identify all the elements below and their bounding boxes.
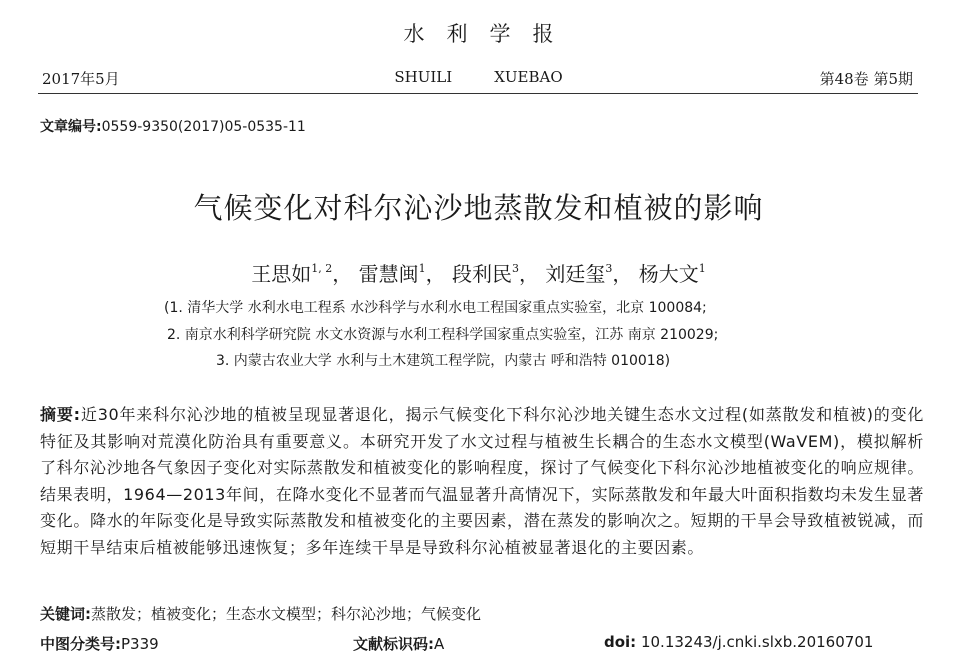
- author-name: 王思如: [251, 262, 312, 286]
- author-separator: ，: [425, 262, 446, 286]
- journal-pinyin: [0, 68, 957, 86]
- article-number-value: 0559-9350(2017)05-0535-11: [101, 119, 306, 135]
- author-affiliation-mark: 1, 2: [311, 262, 333, 275]
- author-name: 段利民: [452, 262, 512, 286]
- doi: [604, 633, 873, 651]
- journal-title: 水利学报: [403, 22, 576, 46]
- author-affiliation-mark: 1: [698, 262, 706, 275]
- affiliation-3: 3. 内蒙古农业大学 水利与土木建筑工程学院，内蒙古 呼和浩特 010018): [216, 353, 671, 369]
- doi-label: doi:: [604, 633, 637, 651]
- clc-label: 中图分类号:: [40, 635, 121, 653]
- affiliation-2: 2. 南京水利科学研究院 水文水资源与水利工程科学国家重点实验室，江苏 南京 210029;: [167, 327, 719, 343]
- keywords-label: 关键词:: [40, 605, 91, 623]
- author-name: 杨大文: [638, 262, 699, 286]
- abstract-text: 近30年来科尔沁沙地的植被呈现显著退化，揭示气候变化下科尔沁沙地关键生态水文过程(如蒸散发和植被)的变化特征及其影响对荒漠化防治具有重要意义。本研究开发了水文过程与植被生长耦合的生态水文模型(WaVEM)，模拟解析了科尔沁沙地各气象因子变化对实际蒸散发和植被变化的影响程度，探讨了气候变化下科尔沁沙地植被变化的响应规律。结果表明，1964—2013年间，在降水变化不显著而气温显著升高情况下，实际蒸散发和年最大叶面积指数均未发生显著变化。降水的年际变化是导致实际蒸散发和植被变化的主要因素，潜在蒸发的影响次之。短期的干旱会导致植被锐减，而短期干旱结束后植被能够迅速恢复；多年连续干旱是导致科尔沁植被显著退化的主要因素。: [40, 405, 925, 557]
- abstract: [40, 402, 924, 561]
- header-divider: [38, 93, 918, 94]
- document-code: [353, 633, 444, 654]
- author-name: 雷慧闽: [358, 262, 419, 286]
- author-separator: ，: [612, 262, 633, 286]
- journal-pinyin-part1: SHUILI: [394, 68, 453, 86]
- author-affiliation-mark: 3: [605, 262, 613, 275]
- keywords-text: 蒸散发；植被变化；生态水文模型；科尔沁沙地；气候变化: [91, 605, 482, 623]
- document-code-value: A: [434, 635, 445, 653]
- author-separator: ，: [332, 262, 353, 286]
- article-number: [40, 116, 306, 136]
- author-name: 刘廷玺: [545, 262, 606, 286]
- author-affiliation-mark: 1: [418, 262, 426, 275]
- author-list: [0, 258, 957, 287]
- issue-date: 2017年5月: [42, 70, 120, 88]
- keywords: [40, 603, 481, 624]
- clc-number: [40, 633, 159, 654]
- abstract-label: 摘要:: [40, 405, 81, 424]
- volume-issue: 第48卷 第5期: [819, 70, 913, 88]
- document-code-label: 文献标识码:: [353, 635, 434, 653]
- article-title: 气候变化对科尔沁沙地蒸散发和植被的影响: [193, 191, 764, 225]
- affiliation-1: (1. 清华大学 水利水电工程系 水沙科学与水利水电工程国家重点实验室，北京 100084;: [164, 300, 707, 316]
- journal-pinyin-part2: XUEBAO: [494, 68, 563, 86]
- author-separator: ，: [519, 262, 539, 286]
- article-number-label: 文章编号:: [40, 119, 102, 135]
- author-affiliation-mark: 3: [512, 262, 519, 275]
- doi-value: 10.13243/j.cnki.slxb.20160701: [640, 633, 874, 651]
- clc-value: P339: [121, 635, 159, 653]
